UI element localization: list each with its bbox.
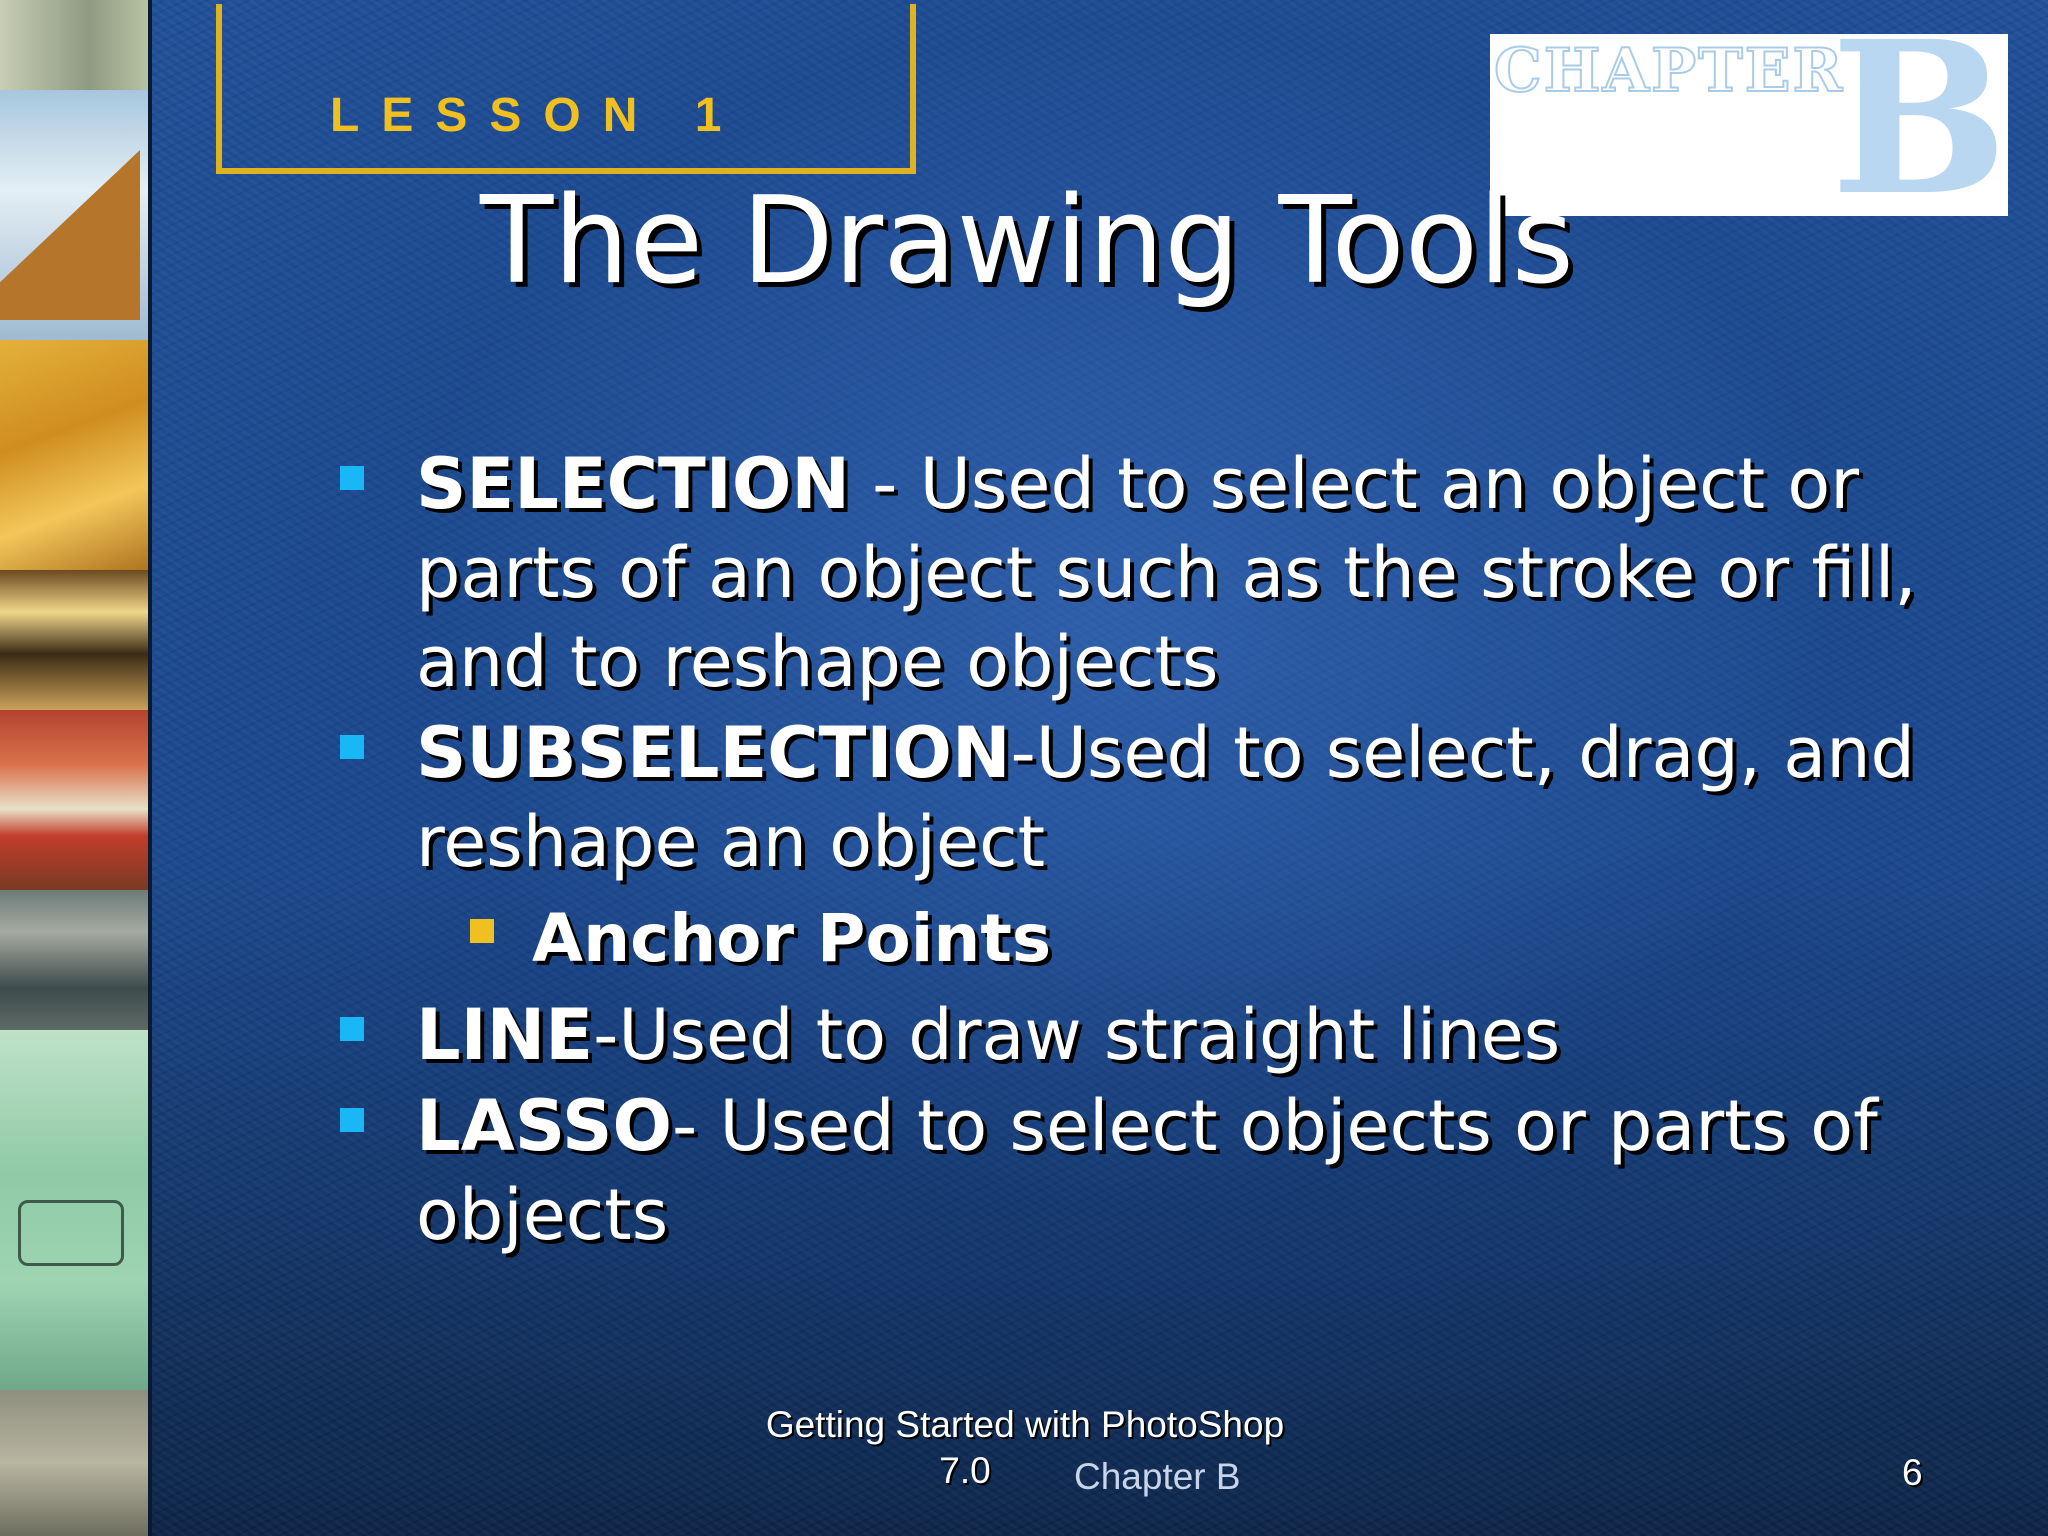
bullet-text: -Used to select, drag, and reshape an object <box>416 712 1915 883</box>
lesson-label: LESSON 1 <box>330 89 744 142</box>
sub-bullet-text: Anchor Points <box>532 900 1052 977</box>
chapter-badge-letter: B <box>1830 0 2008 242</box>
square-bullet-icon <box>340 1017 364 1041</box>
bullet-item-subselection <box>340 709 1960 887</box>
bullet-item-line <box>340 991 1960 1080</box>
bullet-term: SELECTION <box>416 443 850 525</box>
square-bullet-icon <box>340 1108 364 1132</box>
page-number: 6 <box>1902 1452 1923 1493</box>
square-bullet-icon <box>340 466 364 490</box>
decorative-photo-collage <box>0 0 152 1536</box>
square-bullet-icon <box>470 919 494 943</box>
footer-chapter: Chapter B <box>1074 1456 1241 1497</box>
bullet-term: SUBSELECTION <box>416 712 1011 794</box>
bullet-item-selection <box>340 440 1960 707</box>
bullet-term: LINE <box>416 994 594 1076</box>
footer-line-2 <box>700 1448 1350 1494</box>
bullet-item-lasso <box>340 1082 1960 1260</box>
slide-title: The Drawing Tools <box>480 172 1575 311</box>
bullet-text: - Used to select objects or parts of objects <box>416 1085 1878 1256</box>
bullet-term: LASSO <box>416 1085 672 1167</box>
footer-course-title <box>700 1402 1350 1494</box>
bullet-text: - Used to select an object or parts of an object such as the stroke or fill, and to reshape objects <box>416 443 1917 703</box>
sub-bullet-anchor-points <box>470 887 1960 991</box>
footer-line-1: Getting Started with PhotoShop <box>765 1404 1285 1445</box>
bullet-list <box>340 440 1960 1260</box>
square-bullet-icon <box>340 735 364 759</box>
footer-version: 7.0 <box>939 1450 991 1491</box>
chapter-badge-word: CHAPTER <box>1494 36 1845 106</box>
bullet-text: -Used to draw straight lines <box>593 994 1561 1076</box>
